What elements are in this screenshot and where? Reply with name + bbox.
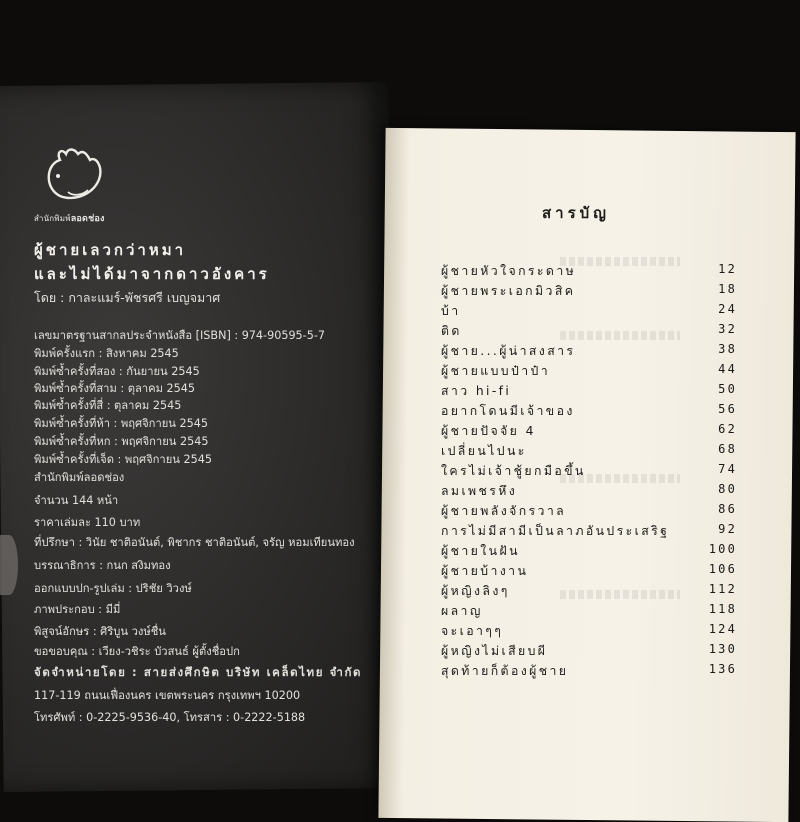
toc-page-number: 12 <box>718 262 737 276</box>
toc-row <box>441 562 737 580</box>
toc-heading: สารบัญ <box>542 204 610 222</box>
toc-row <box>441 402 737 420</box>
phone-line: โทรศัพท์ : 0-2225-9536-40, โทรสาร : 0-2222-5188 <box>34 711 306 724</box>
toc-title: การไม่มีสามีเป็นลาภอันประเสริฐ <box>441 524 670 538</box>
address-line: 117-119 ถนนเฟื่องนคร เขตพระนคร กรุงเทพฯ 10200 <box>34 689 301 702</box>
toc-page-number: 124 <box>708 622 737 636</box>
toc-row <box>441 282 737 300</box>
toc-page-number: 130 <box>708 642 737 656</box>
toc-page-number: 38 <box>718 342 737 356</box>
toc-row <box>441 522 737 540</box>
toc-title: ผู้ชายพลังจักรวาล <box>441 504 567 518</box>
toc-row <box>441 602 737 620</box>
info-line: พิมพ์ซ้ำครั้งที่หก : พฤศจิกายน 2545 <box>34 435 209 448</box>
toc-row <box>441 462 737 480</box>
toc-title: สุดท้ายก็ต้องผู้ชาย <box>441 664 569 678</box>
toc-title: ผู้หญิงไม่เสียบผี <box>441 644 548 658</box>
toc-page-number: 86 <box>718 502 737 516</box>
info-line: บรรณาธิการ : กนก สงิมทอง <box>34 559 171 572</box>
whale-scribble-logo-icon <box>38 130 108 210</box>
info-line: ขอขอบคุณ : เวียง-วชิระ บัวสนธ์ ผู้ตั้งชื่อปก <box>34 645 240 658</box>
distributor-line: จัดจำหน่ายโดย : สายส่งศึกษิต บริษัท เคล็ดไทย จำกัด <box>34 665 363 679</box>
toc-row <box>441 642 737 660</box>
publisher-logo-caption <box>34 211 105 225</box>
toc-page-number: 62 <box>718 422 737 436</box>
toc-title: ผู้ชายแบบป๋าป๋า <box>441 364 551 378</box>
toc-title: ติด <box>441 324 462 338</box>
toc-title: สาว hi-fi <box>441 384 512 398</box>
toc-page-number: 100 <box>708 542 737 556</box>
toc-title: บ้า <box>441 304 461 318</box>
toc-title: ผลาญ <box>441 604 483 618</box>
info-line: พิมพ์ซ้ำครั้งที่สาม : ตุลาคม 2545 <box>34 382 195 395</box>
info-line: พิมพ์ซ้ำครั้งที่ห้า : พฤศจิกายน 2545 <box>34 417 208 430</box>
toc-row <box>441 262 737 280</box>
toc-page-number: 24 <box>718 302 737 316</box>
toc-page-number: 44 <box>718 362 737 376</box>
toc-page-number: 50 <box>718 382 737 396</box>
toc-title: ลมเพชรหึง <box>441 484 518 498</box>
toc-page-number: 106 <box>708 562 737 576</box>
toc-page-number: 118 <box>708 602 737 616</box>
toc-title: ผู้หญิงลิงๆ <box>441 584 510 598</box>
toc-page-number: 92 <box>718 522 737 536</box>
page-edge-highlight <box>0 535 18 595</box>
toc-page-number: 18 <box>718 282 737 296</box>
toc-title: จะเอาๆๆ <box>441 624 504 638</box>
toc-page-number: 136 <box>708 662 737 676</box>
info-line: ที่ปรึกษา : วินัย ชาติอนันต์, พิชากร ชาติอนันต์, จรัญ หอมเทียนทอง <box>34 536 355 549</box>
toc-title: ผู้ชายในฝัน <box>441 544 520 558</box>
book-title-line1: ผู้ชายเลวกว่าหมา <box>34 241 187 259</box>
logo-caption-name: ลอดช่อง <box>70 214 105 224</box>
toc-page-number: 112 <box>708 582 737 596</box>
info-line: พิมพ์ซ้ำครั้งที่สี่ : ตุลาคม 2545 <box>34 399 182 412</box>
toc-title: ผู้ชายปัจจัย 4 <box>441 424 536 438</box>
toc-row <box>441 442 737 460</box>
toc-title: เปลี่ยนไปนะ <box>441 444 527 458</box>
toc-row <box>441 662 737 680</box>
book-title-line2: และไม่ได้มาจากดาวอังคาร <box>34 265 270 283</box>
info-line: พิสูจน์อักษร : ศิริบูน วงษ์ชื่น <box>34 625 166 638</box>
author-line: โดย : กาละแมร์-พัชรศรี เบญจมาศ <box>34 290 221 305</box>
toc-page-number: 74 <box>718 462 737 476</box>
info-line: สำนักพิมพ์ลอดช่อง <box>34 471 125 484</box>
toc-page-number: 80 <box>718 482 737 496</box>
logo-caption-prefix: สำนักพิมพ์ <box>34 214 71 223</box>
toc-row <box>441 482 737 500</box>
toc-row <box>441 322 737 340</box>
toc-title: อยากโดนมีเจ้าของ <box>441 404 575 418</box>
info-line: พิมพ์ครั้งแรก : สิงหาคม 2545 <box>34 347 179 360</box>
toc-title: ผู้ชายพระเอกมิวสิค <box>441 284 576 298</box>
toc-row <box>441 582 737 600</box>
toc-row <box>441 362 737 380</box>
toc-page-number: 68 <box>718 442 737 456</box>
toc-row <box>441 542 737 560</box>
toc-page-number: 32 <box>718 322 737 336</box>
toc-row <box>441 382 737 400</box>
toc-title: ผู้ชาย...ผู้น่าสงสาร <box>441 344 576 358</box>
info-line: ราคาเล่มละ 110 บาท <box>34 516 141 529</box>
info-line: เลขมาตรฐานสากลประจำหนังสือ [ISBN] : 974-90595-5-7 <box>34 329 325 342</box>
info-line: พิมพ์ซ้ำครั้งที่เจ็ด : พฤศจิกายน 2545 <box>34 453 212 466</box>
info-line: พิมพ์ซ้ำครั้งที่สอง : กันยายน 2545 <box>34 365 200 378</box>
info-line: ออกแบบปก-รูปเล่ม : ปริชัย วิวงษ์ <box>34 582 192 595</box>
info-line: จำนวน 144 หน้า <box>34 494 119 507</box>
toc-row <box>441 422 737 440</box>
toc-row <box>441 302 737 320</box>
toc-row <box>441 342 737 360</box>
toc-row <box>441 622 737 640</box>
toc-title: ผู้ชายบ้างาน <box>441 564 529 578</box>
toc-title: ใครไม่เจ้าชู้ยกมือขึ้น <box>441 464 586 478</box>
toc-page-number: 56 <box>718 402 737 416</box>
toc-title: ผู้ชายหัวใจกระดาษ <box>441 264 577 278</box>
info-line: ภาพประกอบ : มีมี่ <box>34 603 121 616</box>
toc-row <box>441 502 737 520</box>
